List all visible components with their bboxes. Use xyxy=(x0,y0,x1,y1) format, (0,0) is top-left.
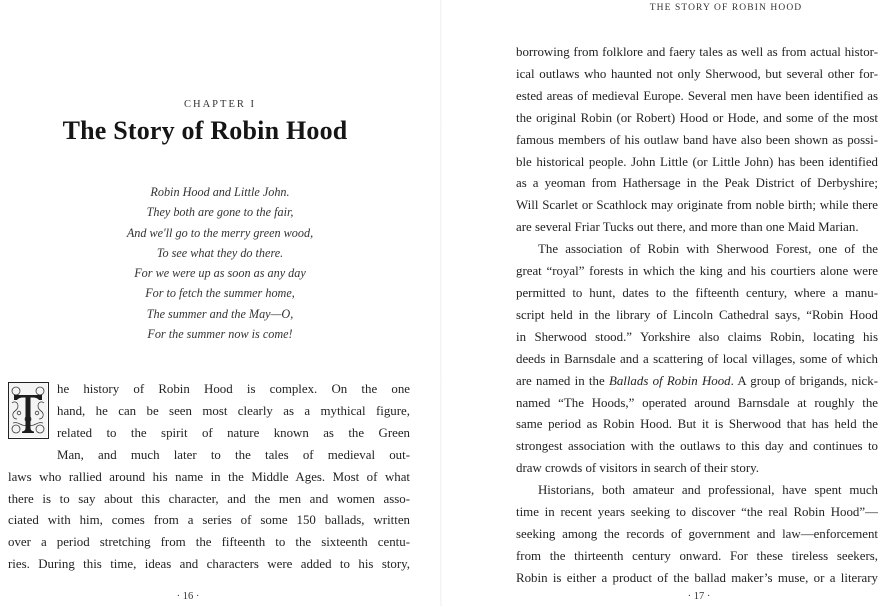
verse-line: Robin Hood and Little John. xyxy=(150,185,290,199)
chapter-label: CHAPTER I xyxy=(184,99,256,110)
page-number-right: · 17 · xyxy=(687,591,711,602)
text-line: deeds in Barnsdale and a scattering of local villages, some of which xyxy=(516,351,878,366)
text-line: great “royal” forests in which the king and his courtiers alone were xyxy=(516,264,878,279)
verse-line: For to fetch the summer home, xyxy=(145,286,295,301)
left-body-text xyxy=(8,379,410,576)
text-line: Historians, both amateur and professional, have spent much xyxy=(538,483,878,498)
verse-line: They both are gone to the fair, xyxy=(146,205,294,220)
text-line: as a yeoman from Hathersage in the Peak District of Derbyshire; xyxy=(516,176,878,191)
text-line xyxy=(516,371,878,393)
text-line: related to the spirit of nature known as the Green xyxy=(57,425,410,440)
text-line: ciated with him, comes from a series of some 150 ballads, written xyxy=(8,513,410,528)
text-line: borrowing from folklore and faery tales as well as from actual histor- xyxy=(516,45,878,59)
right-page xyxy=(441,0,882,606)
text-line: seeking among the records of government and law—enforcement xyxy=(516,526,878,541)
running-head: THE STORY OF ROBIN HOOD xyxy=(649,3,803,13)
text-line: Man, and much later to the tales of medieval out- xyxy=(57,447,410,462)
text-line: script held in the library of Lincoln Cathedral says, “Robin Hood xyxy=(516,307,878,322)
verse-line: For the summer now is come! xyxy=(147,327,293,342)
text-line: are several Friar Tucks out there, and more than one Maid Marian. xyxy=(516,220,859,235)
text-line: strongest association with the outlaws to this day and continues to xyxy=(516,439,878,454)
text-line: famous members of his outlaw band have also been shown as possi- xyxy=(516,132,878,147)
text-line: laws who rallied around his name in the Middle Ages. Most of what xyxy=(8,469,410,484)
text-line: in Sherwood stood.” Yorkshire also claims Robin, locating his xyxy=(516,329,878,344)
text-line: ble historical people. John Little (or Little John) has been identified xyxy=(516,154,878,169)
verse-line: For we were up as soon as any day xyxy=(134,266,306,281)
text-line: Robin is either a product of the ballad maker’s muse, or a literary xyxy=(516,570,878,585)
text-fragment: are named in the xyxy=(516,373,609,388)
verse-line: The summer and the May—O, xyxy=(146,306,294,321)
text-fragment: . A group of brigands, nick- xyxy=(730,373,878,388)
text-line: hand, he can be seen most clearly as a mythical figure, xyxy=(57,403,410,418)
book-title-italic: Ballads of Robin Hood xyxy=(608,373,731,388)
text-line: same period as Robin Hood. But it is Sherwood that has held the xyxy=(516,417,878,432)
right-body-text xyxy=(516,42,878,590)
text-line: time in recent years seeking to discover “the real Robin Hood”— xyxy=(516,505,878,520)
text-line: permitted to hunt, dates to the fifteenth century, where a manu- xyxy=(516,285,878,300)
text-line: over a period stretching from the fifteenth to the sixteenth centu- xyxy=(8,535,410,550)
epigraph-verse xyxy=(30,182,410,344)
text-line: ries. During this time, ideas and characters were added to his story, xyxy=(8,557,410,572)
text-line: ested areas of medieval Europe. Several men have been identified as xyxy=(516,88,878,103)
text-line: there is to say about this character, and the men and women asso- xyxy=(8,491,410,506)
chapter-title: The Story of Robin Hood xyxy=(62,116,348,145)
text-line: he history of Robin Hood is complex. On the one xyxy=(57,382,410,396)
text-line: from the thirteenth century onward. For these tireless seekers, xyxy=(516,548,878,563)
text-line: Will Scarlet or Scathlock may originate from noble birth; while there xyxy=(516,198,878,213)
text-line: ical outlaws who haunted not only Sherwood, but several other for- xyxy=(516,66,878,81)
page-number-left: · 16 · xyxy=(176,591,200,602)
text-line: The association of Robin with Sherwood Forest, one of the xyxy=(538,242,878,257)
text-line: draw crowds of visitors in search of their story. xyxy=(516,461,759,476)
verse-line: To see what they do there. xyxy=(156,245,284,260)
verse-line: And we'll go to the merry green wood, xyxy=(126,225,314,240)
text-line: the original Robin (or Robert) Hood or Hode, and some of the most xyxy=(516,110,878,125)
text-line: named “The Hoods,” operated around Barnsdale at roughly the xyxy=(516,395,878,410)
